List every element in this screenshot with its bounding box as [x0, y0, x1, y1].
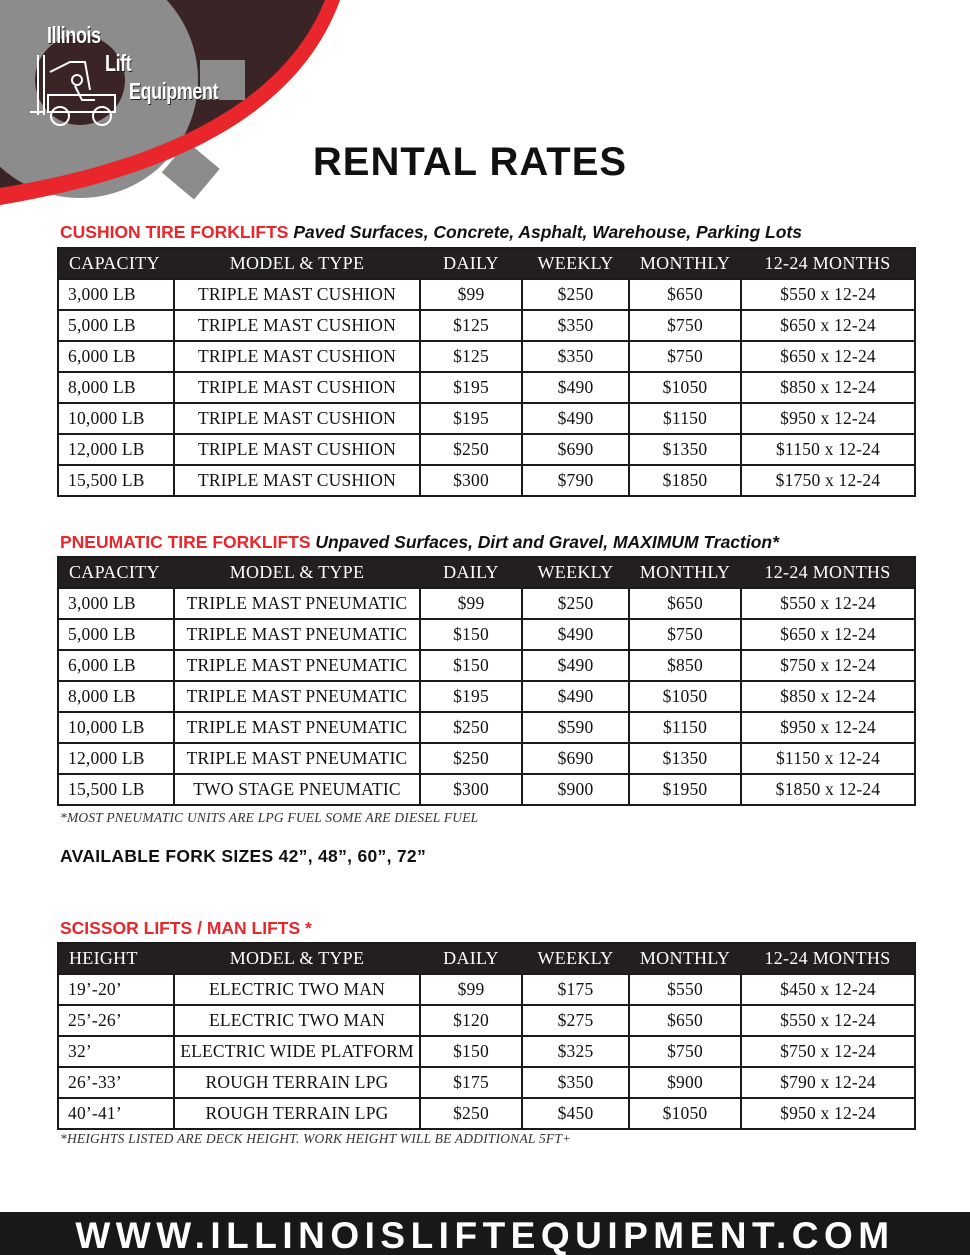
- pneumatic-table-cell: $300: [420, 774, 522, 805]
- pneumatic-table-cell: $1850 x 12-24: [741, 774, 915, 805]
- logo-word-lift: Lift: [105, 50, 132, 76]
- fork-sizes-note: AVAILABLE FORK SIZES 42”, 48”, 60”, 72”: [60, 846, 427, 866]
- cushion-table-cell: $650: [629, 279, 741, 310]
- cushion-table-cell: $300: [420, 465, 522, 496]
- pneumatic-table-cell: TRIPLE MAST PNEUMATIC: [174, 588, 420, 619]
- cushion-table-row: [58, 279, 915, 310]
- cushion-column-header: MONTHLY: [629, 248, 741, 279]
- cushion-table-cell: 15,500 LB: [58, 465, 174, 496]
- pneumatic-table-row: [58, 681, 915, 712]
- pneumatic-table-cell: $150: [420, 619, 522, 650]
- cushion-table-cell: TRIPLE MAST CUSHION: [174, 372, 420, 403]
- pneumatic-table-cell: $250: [522, 588, 629, 619]
- pneumatic-table-cell: $950 x 12-24: [741, 712, 915, 743]
- pneumatic-column-header: DAILY: [420, 557, 522, 588]
- scissor-table-cell: $450 x 12-24: [741, 974, 915, 1005]
- pneumatic-table-cell: $99: [420, 588, 522, 619]
- cushion-table-cell: $250: [522, 279, 629, 310]
- cushion-table-cell: $650 x 12-24: [741, 310, 915, 341]
- cushion-table-row: [58, 310, 915, 341]
- cushion-header-row: [58, 248, 915, 279]
- cushion-column-header: CAPACITY: [58, 248, 174, 279]
- cushion-table-cell: 8,000 LB: [58, 372, 174, 403]
- pneumatic-column-header: WEEKLY: [522, 557, 629, 588]
- scissor-table-cell: $650: [629, 1005, 741, 1036]
- cushion-table-cell: $490: [522, 372, 629, 403]
- pneumatic-label: PNEUMATIC TIRE FORKLIFTS: [60, 532, 311, 552]
- cushion-table-cell: TRIPLE MAST CUSHION: [174, 465, 420, 496]
- cushion-table-row: [58, 465, 915, 496]
- scissor-table-row: [58, 974, 915, 1005]
- cushion-table-cell: $1750 x 12-24: [741, 465, 915, 496]
- scissor-table-cell: 32’: [58, 1036, 174, 1067]
- scissor-table-cell: $950 x 12-24: [741, 1098, 915, 1129]
- pneumatic-table-row: [58, 774, 915, 805]
- scissor-table-cell: $250: [420, 1098, 522, 1129]
- cushion-table-cell: $250: [420, 434, 522, 465]
- logo-word-equipment: Equipment: [129, 78, 219, 104]
- cushion-table-row: [58, 372, 915, 403]
- cushion-table-row: [58, 341, 915, 372]
- pneumatic-table-cell: 6,000 LB: [58, 650, 174, 681]
- scissor-label: SCISSOR LIFTS / MAN LIFTS *: [60, 918, 312, 938]
- pneumatic-table-cell: $690: [522, 743, 629, 774]
- cushion-table-cell: $1150: [629, 403, 741, 434]
- pneumatic-table-cell: $490: [522, 650, 629, 681]
- cushion-table-cell: $790: [522, 465, 629, 496]
- cushion-label: CUSHION TIRE FORKLIFTS: [60, 222, 289, 242]
- scissor-table-cell: $350: [522, 1067, 629, 1098]
- website-footer[interactable]: WWW.ILLINOISLIFTEQUIPMENT.COM: [0, 1212, 970, 1255]
- scissor-table-row: [58, 1067, 915, 1098]
- pneumatic-table-row: [58, 743, 915, 774]
- pneumatic-table-cell: $1150: [629, 712, 741, 743]
- cushion-table-cell: 12,000 LB: [58, 434, 174, 465]
- scissor-table-cell: ELECTRIC WIDE PLATFORM: [174, 1036, 420, 1067]
- cushion-table-cell: $550 x 12-24: [741, 279, 915, 310]
- scissor-footnote: *HEIGHTS LISTED ARE DECK HEIGHT. WORK HEIGHT WILL BE ADDITIONAL 5FT+: [60, 1131, 572, 1146]
- pneumatic-column-header: MONTHLY: [629, 557, 741, 588]
- scissor-table-row: [58, 1036, 915, 1067]
- pneumatic-table-cell: $250: [420, 743, 522, 774]
- pneumatic-table-cell: $490: [522, 681, 629, 712]
- pneumatic-table-cell: TRIPLE MAST PNEUMATIC: [174, 650, 420, 681]
- cushion-table-cell: $350: [522, 310, 629, 341]
- pneumatic-table-cell: TRIPLE MAST PNEUMATIC: [174, 743, 420, 774]
- pneumatic-header-row: [58, 557, 915, 588]
- pneumatic-table-cell: TWO STAGE PNEUMATIC: [174, 774, 420, 805]
- cushion-table-cell: $750: [629, 341, 741, 372]
- cushion-table-cell: 3,000 LB: [58, 279, 174, 310]
- pneumatic-table-cell: TRIPLE MAST PNEUMATIC: [174, 619, 420, 650]
- scissor-table-cell: ELECTRIC TWO MAN: [174, 1005, 420, 1036]
- cushion-table-cell: 6,000 LB: [58, 341, 174, 372]
- pneumatic-table-cell: $1050: [629, 681, 741, 712]
- scissor-table-cell: $450: [522, 1098, 629, 1129]
- cushion-table-cell: TRIPLE MAST CUSHION: [174, 310, 420, 341]
- cushion-table-cell: $1350: [629, 434, 741, 465]
- pneumatic-rates-table: [57, 556, 916, 806]
- page-title: RENTAL RATES: [312, 140, 628, 184]
- cushion-table-cell: $99: [420, 279, 522, 310]
- pneumatic-table-cell: $650: [629, 588, 741, 619]
- cushion-table-cell: TRIPLE MAST CUSHION: [174, 434, 420, 465]
- cushion-rates-table: [57, 247, 916, 497]
- company-logo: [30, 20, 240, 130]
- pneumatic-table-cell: $1950: [629, 774, 741, 805]
- scissor-table-cell: $750: [629, 1036, 741, 1067]
- scissor-table-row: [58, 1005, 915, 1036]
- pneumatic-table-cell: 15,500 LB: [58, 774, 174, 805]
- cushion-section-heading: [60, 222, 802, 243]
- scissor-table-row: [58, 1098, 915, 1129]
- scissor-table-cell: $275: [522, 1005, 629, 1036]
- scissor-table-cell: $900: [629, 1067, 741, 1098]
- cushion-table-cell: $490: [522, 403, 629, 434]
- pneumatic-section-heading: [60, 532, 779, 553]
- cushion-table-cell: 5,000 LB: [58, 310, 174, 341]
- scissor-table-cell: 40’-41’: [58, 1098, 174, 1129]
- cushion-table-cell: $195: [420, 372, 522, 403]
- cushion-table-cell: $1050: [629, 372, 741, 403]
- scissor-table-cell: $99: [420, 974, 522, 1005]
- pneumatic-table-row: [58, 619, 915, 650]
- scissor-table-cell: $1050: [629, 1098, 741, 1129]
- pneumatic-table-cell: $850: [629, 650, 741, 681]
- scissor-table-cell: $790 x 12-24: [741, 1067, 915, 1098]
- pneumatic-table-cell: $900: [522, 774, 629, 805]
- scissor-table-cell: $325: [522, 1036, 629, 1067]
- scissor-table-cell: $175: [522, 974, 629, 1005]
- scissor-section-heading: [60, 918, 312, 939]
- scissor-table-cell: 25’-26’: [58, 1005, 174, 1036]
- scissor-rates-table: [57, 942, 916, 1130]
- pneumatic-table-row: [58, 712, 915, 743]
- cushion-table-cell: $195: [420, 403, 522, 434]
- pneumatic-table-cell: $750: [629, 619, 741, 650]
- pneumatic-column-header: MODEL & TYPE: [174, 557, 420, 588]
- scissor-column-header: HEIGHT: [58, 943, 174, 974]
- scissor-table-cell: ELECTRIC TWO MAN: [174, 974, 420, 1005]
- pneumatic-table-cell: $850 x 12-24: [741, 681, 915, 712]
- scissor-column-header: MONTHLY: [629, 943, 741, 974]
- pneumatic-description: Unpaved Surfaces, Dirt and Gravel, MAXIMUM Traction*: [315, 532, 779, 552]
- pneumatic-table-cell: $750 x 12-24: [741, 650, 915, 681]
- cushion-table-cell: $950 x 12-24: [741, 403, 915, 434]
- cushion-table-cell: $750: [629, 310, 741, 341]
- pneumatic-table-row: [58, 650, 915, 681]
- cushion-table-cell: $350: [522, 341, 629, 372]
- scissor-column-header: 12-24 MONTHS: [741, 943, 915, 974]
- pneumatic-table-cell: TRIPLE MAST PNEUMATIC: [174, 681, 420, 712]
- cushion-table-cell: TRIPLE MAST CUSHION: [174, 403, 420, 434]
- pneumatic-footnote: *MOST PNEUMATIC UNITS ARE LPG FUEL SOME ARE DIESEL FUEL: [60, 810, 479, 825]
- pneumatic-table-cell: 5,000 LB: [58, 619, 174, 650]
- cushion-column-header: WEEKLY: [522, 248, 629, 279]
- scissor-table-cell: $750 x 12-24: [741, 1036, 915, 1067]
- pneumatic-table-cell: $1350: [629, 743, 741, 774]
- scissor-table-cell: $120: [420, 1005, 522, 1036]
- cushion-table-cell: $690: [522, 434, 629, 465]
- pneumatic-table-cell: 3,000 LB: [58, 588, 174, 619]
- scissor-table-cell: $150: [420, 1036, 522, 1067]
- scissor-table-cell: ROUGH TERRAIN LPG: [174, 1098, 420, 1129]
- scissor-table-cell: 19’-20’: [58, 974, 174, 1005]
- pneumatic-column-header: 12-24 MONTHS: [741, 557, 915, 588]
- cushion-table-cell: TRIPLE MAST CUSHION: [174, 279, 420, 310]
- cushion-table-cell: 10,000 LB: [58, 403, 174, 434]
- scissor-column-header: WEEKLY: [522, 943, 629, 974]
- cushion-table-cell: $1850: [629, 465, 741, 496]
- cushion-table-cell: $1150 x 12-24: [741, 434, 915, 465]
- pneumatic-table-cell: $550 x 12-24: [741, 588, 915, 619]
- logo-word-illinois: Illinois: [47, 22, 101, 48]
- cushion-table-cell: $850 x 12-24: [741, 372, 915, 403]
- pneumatic-table-cell: $1150 x 12-24: [741, 743, 915, 774]
- scissor-table-cell: $175: [420, 1067, 522, 1098]
- scissor-table-cell: 26’-33’: [58, 1067, 174, 1098]
- scissor-table-cell: ROUGH TERRAIN LPG: [174, 1067, 420, 1098]
- scissor-header-row: [58, 943, 915, 974]
- cushion-column-header: 12-24 MONTHS: [741, 248, 915, 279]
- pneumatic-table-cell: $650 x 12-24: [741, 619, 915, 650]
- cushion-column-header: DAILY: [420, 248, 522, 279]
- pneumatic-table-cell: $195: [420, 681, 522, 712]
- pneumatic-column-header: CAPACITY: [58, 557, 174, 588]
- cushion-table-cell: $650 x 12-24: [741, 341, 915, 372]
- pneumatic-table-cell: $590: [522, 712, 629, 743]
- cushion-column-header: MODEL & TYPE: [174, 248, 420, 279]
- pneumatic-table-cell: $150: [420, 650, 522, 681]
- scissor-table-cell: $550 x 12-24: [741, 1005, 915, 1036]
- scissor-column-header: DAILY: [420, 943, 522, 974]
- pneumatic-table-cell: $490: [522, 619, 629, 650]
- pneumatic-table-cell: 8,000 LB: [58, 681, 174, 712]
- scissor-table-cell: $550: [629, 974, 741, 1005]
- scissor-column-header: MODEL & TYPE: [174, 943, 420, 974]
- cushion-table-row: [58, 434, 915, 465]
- cushion-table-row: [58, 403, 915, 434]
- pneumatic-table-cell: TRIPLE MAST PNEUMATIC: [174, 712, 420, 743]
- cushion-table-cell: TRIPLE MAST CUSHION: [174, 341, 420, 372]
- pneumatic-table-row: [58, 588, 915, 619]
- pneumatic-table-cell: 10,000 LB: [58, 712, 174, 743]
- cushion-table-cell: $125: [420, 310, 522, 341]
- pneumatic-table-cell: 12,000 LB: [58, 743, 174, 774]
- pneumatic-table-cell: $250: [420, 712, 522, 743]
- cushion-description: Paved Surfaces, Concrete, Asphalt, Warehouse, Parking Lots: [293, 222, 802, 242]
- cushion-table-cell: $125: [420, 341, 522, 372]
